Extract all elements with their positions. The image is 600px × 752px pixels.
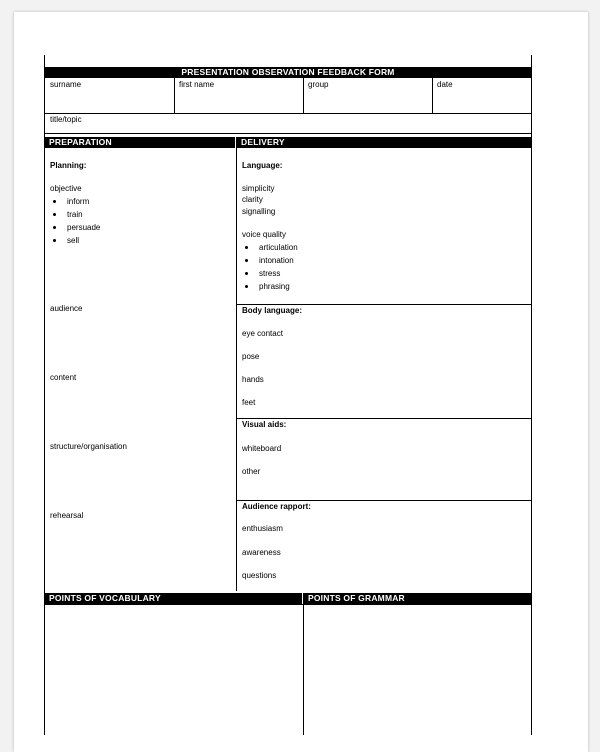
list-item: intonation — [242, 254, 298, 267]
structure-label: structure/organisation — [50, 442, 127, 451]
divider — [236, 418, 531, 419]
language-heading: Language: — [242, 161, 283, 170]
voice-quality-list — [242, 241, 298, 293]
list-item: persuade — [50, 221, 100, 234]
list-item: phrasing — [242, 280, 298, 293]
list-item: articulation — [242, 241, 298, 254]
bullet-icon — [245, 246, 248, 249]
bullet-icon — [53, 200, 56, 203]
first-name-field[interactable]: first name — [179, 80, 215, 89]
content-label: content — [50, 373, 77, 382]
audience-rapport-item: awareness — [242, 548, 281, 557]
feedback-form — [44, 55, 532, 735]
body-language-item: pose — [242, 352, 260, 361]
form-title: PRESENTATION OBSERVATION FEEDBACK FORM — [45, 67, 531, 78]
bullet-icon — [53, 239, 56, 242]
divider — [236, 137, 237, 591]
bullet-icon — [53, 213, 56, 216]
planning-heading: Planning: — [50, 161, 87, 170]
bullet-icon — [245, 272, 248, 275]
bullet-icon — [245, 285, 248, 288]
divider — [432, 78, 433, 113]
objective-label: objective — [50, 184, 82, 193]
language-item: simplicity — [242, 184, 275, 193]
rehearsal-label: rehearsal — [50, 511, 84, 520]
voice-quality-label: voice quality — [242, 230, 287, 239]
date-field[interactable]: date — [437, 80, 453, 89]
list-item: inform — [50, 195, 100, 208]
audience-rapport-item: questions — [242, 571, 277, 580]
list-item: stress — [242, 267, 298, 280]
visual-aids-item: other — [242, 467, 261, 476]
language-item: signalling — [242, 207, 276, 216]
divider — [45, 604, 531, 605]
visual-aids-item: whiteboard — [242, 444, 282, 453]
audience-rapport-heading: Audience rapport: — [242, 502, 311, 511]
bullet-icon — [245, 259, 248, 262]
preparation-header: PREPARATION — [45, 137, 235, 148]
divider — [45, 133, 531, 134]
body-language-item: eye contact — [242, 329, 283, 338]
delivery-header: DELIVERY — [237, 137, 531, 148]
divider — [303, 78, 304, 113]
grammar-header: POINTS OF GRAMMAR — [304, 593, 531, 604]
divider — [303, 593, 304, 735]
body-language-item: hands — [242, 375, 264, 384]
surname-field[interactable]: surname — [50, 80, 82, 89]
group-field[interactable]: group — [308, 80, 329, 89]
divider — [174, 78, 175, 113]
body-language-heading: Body language: — [242, 306, 303, 315]
bullet-icon — [53, 226, 56, 229]
language-item: clarity — [242, 195, 263, 204]
vocabulary-header: POINTS OF VOCABULARY — [45, 593, 302, 604]
list-item: train — [50, 208, 100, 221]
body-language-item: feet — [242, 398, 256, 407]
objective-list — [50, 195, 100, 247]
title-topic-field[interactable]: title/topic — [50, 115, 82, 124]
divider — [236, 304, 531, 305]
divider — [45, 113, 531, 114]
audience-label: audience — [50, 304, 83, 313]
divider — [236, 500, 531, 501]
visual-aids-heading: Visual aids: — [242, 420, 287, 429]
audience-rapport-item: enthusiasm — [242, 524, 283, 533]
list-item: sell — [50, 234, 100, 247]
